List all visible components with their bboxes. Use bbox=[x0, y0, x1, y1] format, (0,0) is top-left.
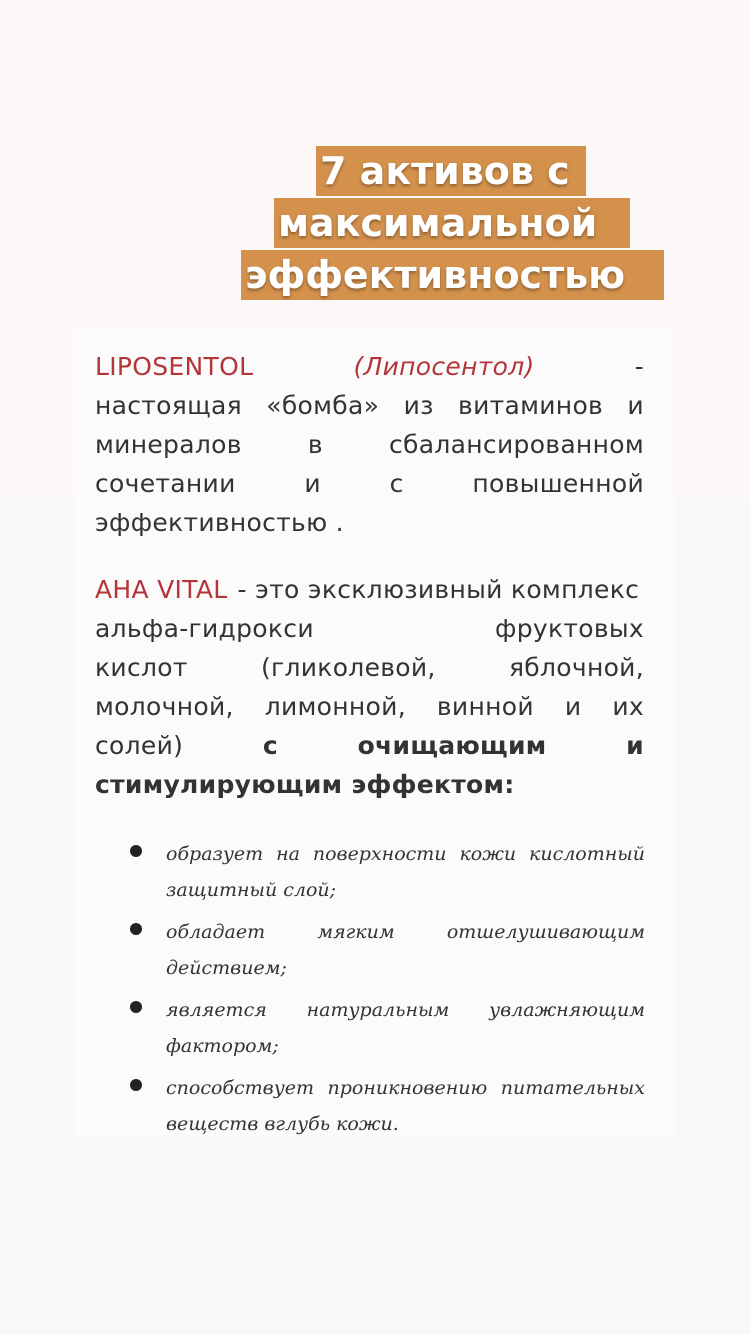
word: натуральным bbox=[306, 999, 450, 1021]
word: питательных bbox=[500, 1077, 645, 1099]
title-line-1: 7 активов с bbox=[316, 146, 586, 196]
aha-vital-name: AHA VITAL bbox=[95, 575, 228, 604]
word: кожи bbox=[459, 843, 517, 865]
word: образует bbox=[166, 843, 264, 865]
word: витаминов bbox=[458, 391, 604, 420]
word: и bbox=[564, 692, 582, 721]
list-item bbox=[130, 836, 645, 914]
paragraph-line bbox=[95, 425, 644, 464]
list-item-line bbox=[166, 914, 645, 950]
word: альфа-гидрокси bbox=[95, 614, 314, 643]
word: поверхности bbox=[312, 843, 447, 865]
word: настоящая bbox=[95, 391, 242, 420]
list-item bbox=[130, 1070, 645, 1148]
list-item-line bbox=[166, 1070, 645, 1106]
paragraph-line bbox=[95, 347, 644, 386]
word: солей) bbox=[95, 731, 184, 760]
bullet-dot-icon bbox=[130, 1079, 142, 1091]
word: кислотный bbox=[528, 843, 645, 865]
word: сбалансированном bbox=[389, 430, 644, 459]
list-item-line bbox=[166, 836, 645, 872]
list-item-line: веществ вглубь кожи. bbox=[166, 1113, 399, 1135]
paragraph-line bbox=[95, 648, 644, 687]
word: стимулирующим эффектом: bbox=[95, 770, 515, 799]
word: мягким bbox=[317, 921, 395, 943]
word: повышенной bbox=[472, 469, 644, 498]
paragraph-line bbox=[95, 609, 644, 648]
word: в bbox=[307, 430, 323, 459]
dash: - bbox=[634, 352, 644, 381]
word: минералов bbox=[95, 430, 242, 459]
word: способствует bbox=[166, 1077, 314, 1099]
list-item-line bbox=[166, 992, 645, 1028]
word: лимонной, bbox=[264, 692, 406, 721]
word: обладает bbox=[166, 921, 266, 943]
list-item bbox=[130, 992, 645, 1070]
word: винной bbox=[436, 692, 534, 721]
word: с bbox=[389, 469, 404, 498]
word: является bbox=[166, 999, 267, 1021]
list-item-line: фактором; bbox=[166, 1035, 279, 1057]
paragraph-line bbox=[95, 726, 644, 765]
word: сочетании bbox=[95, 469, 236, 498]
paragraph-line bbox=[95, 570, 644, 609]
word: и bbox=[626, 731, 644, 760]
word: очищающим bbox=[357, 731, 547, 760]
word: увлажняющим bbox=[489, 999, 645, 1021]
list-item-line: действием; bbox=[166, 957, 287, 979]
word: с bbox=[262, 731, 278, 760]
word: «бомба» bbox=[266, 391, 380, 420]
list-item-line: защитный слой; bbox=[166, 879, 337, 901]
word: проникновению bbox=[327, 1077, 488, 1099]
word: (гликолевой, bbox=[260, 653, 436, 682]
benefits-list bbox=[130, 836, 645, 1148]
liposentol-name-ru: (Липосентол) bbox=[353, 352, 535, 381]
paragraph-line bbox=[95, 386, 644, 425]
bullet-dot-icon bbox=[130, 845, 142, 857]
bullet-dot-icon bbox=[130, 923, 142, 935]
paragraph-line bbox=[95, 464, 644, 503]
word: яблочной, bbox=[508, 653, 644, 682]
paragraph-line bbox=[95, 765, 644, 804]
word: - это эксклюзивный комплекс bbox=[237, 575, 640, 604]
word: отшелушивающим bbox=[446, 921, 645, 943]
word: фруктовых bbox=[495, 614, 644, 643]
word: их bbox=[612, 692, 644, 721]
bullet-dot-icon bbox=[130, 1001, 142, 1013]
word: из bbox=[403, 391, 434, 420]
aha-vital-paragraph bbox=[95, 570, 644, 804]
word: кислот bbox=[95, 653, 188, 682]
word: на bbox=[276, 843, 300, 865]
liposentol-paragraph bbox=[95, 347, 644, 542]
title-line-3: эффективностью bbox=[241, 250, 664, 300]
word: и bbox=[627, 391, 644, 420]
paragraph-line bbox=[95, 687, 644, 726]
list-item bbox=[130, 914, 645, 992]
word: и bbox=[304, 469, 321, 498]
word: молочной, bbox=[95, 692, 234, 721]
word: эффективностью . bbox=[95, 508, 344, 537]
liposentol-name: LIPOSENTOL bbox=[95, 352, 254, 381]
paragraph-line bbox=[95, 503, 644, 542]
title-line-2: максимальной bbox=[274, 198, 630, 248]
